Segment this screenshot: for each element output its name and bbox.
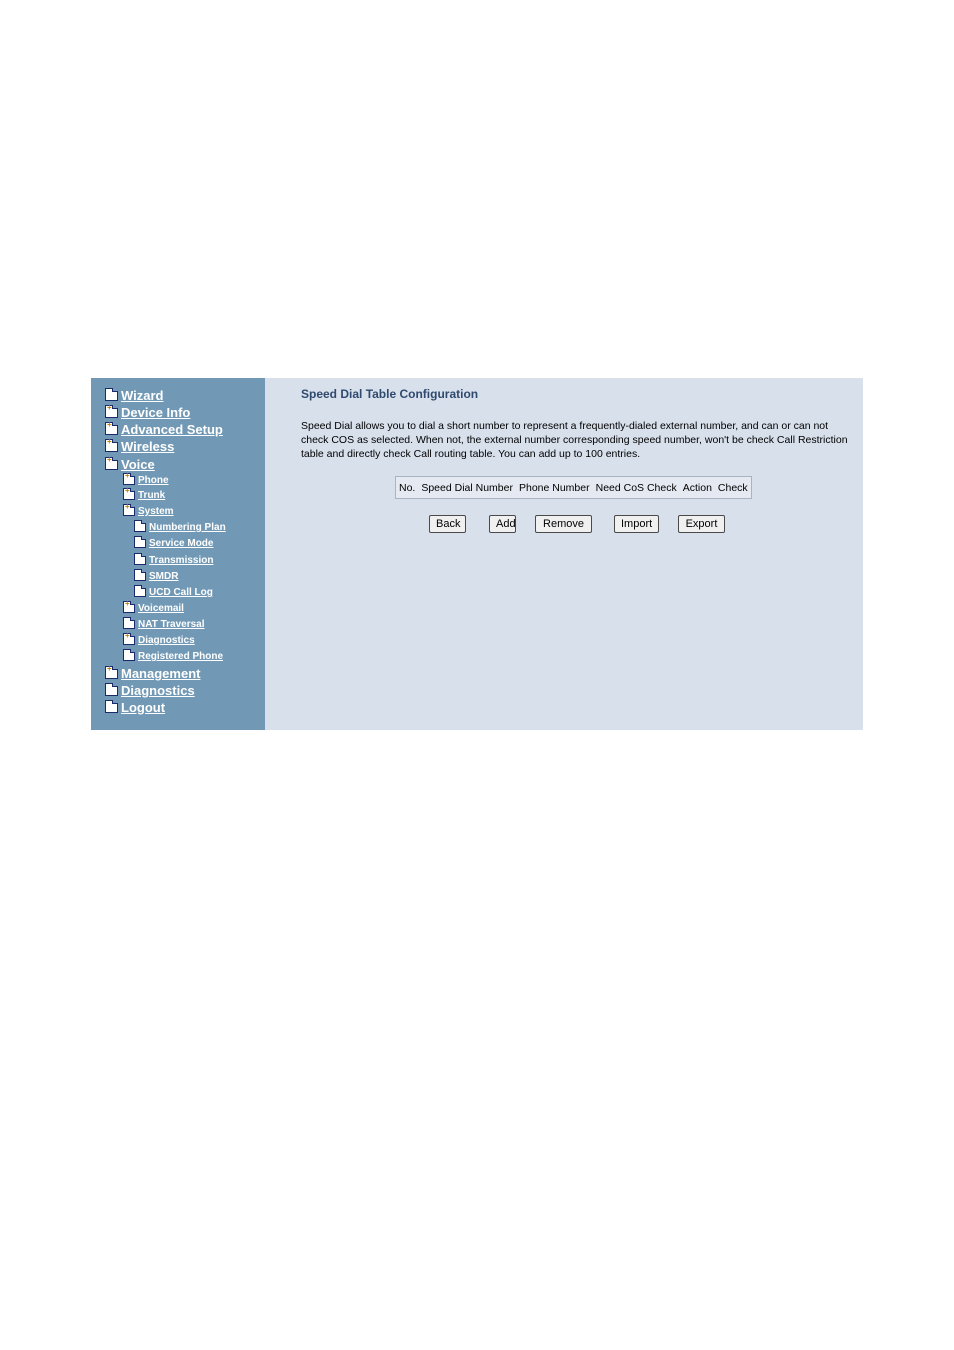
sidebar-item-label: Voice: [121, 457, 155, 472]
sidebar-item-label: Wireless: [121, 439, 175, 454]
speed-dial-table: [395, 476, 752, 499]
column-header-action: Action: [682, 481, 712, 494]
sidebar-item-smdr[interactable]: [134, 571, 178, 582]
sidebar-item-transmission[interactable]: [134, 555, 213, 566]
folder-icon: [134, 523, 146, 532]
folder-plus-icon: [105, 425, 118, 435]
sidebar-item-label: Voicemail: [138, 603, 184, 614]
sidebar-item-service-mode[interactable]: [134, 538, 213, 549]
sidebar-item-logout[interactable]: [105, 700, 165, 715]
folder-icon: [134, 588, 146, 597]
import-button[interactable]: Import: [614, 515, 659, 533]
folder-icon: [123, 620, 135, 629]
folder-icon: [123, 652, 135, 661]
folder-plus-icon: [123, 491, 135, 500]
add-button[interactable]: Add: [489, 515, 516, 533]
sidebar-item-wizard[interactable]: [105, 388, 164, 403]
sidebar-item-label: Diagnostics: [138, 635, 195, 646]
sidebar-item-wireless[interactable]: [105, 439, 174, 454]
sidebar-item-label: Wizard: [121, 388, 164, 403]
folder-plus-icon: [105, 669, 118, 679]
main-content: [265, 378, 863, 730]
sidebar-item-management[interactable]: [105, 666, 200, 681]
sidebar-item-voice[interactable]: [105, 457, 155, 472]
page-title: Speed Dial Table Configuration: [301, 387, 479, 401]
folder-plus-icon: [105, 442, 118, 452]
sidebar-item-nat-traversal[interactable]: [123, 619, 205, 630]
table-header-row: [396, 477, 752, 499]
sidebar-item-device-info[interactable]: [105, 405, 190, 420]
folder-icon: [105, 686, 118, 696]
folder-icon: [105, 703, 118, 713]
export-button[interactable]: Export: [678, 515, 725, 533]
sidebar-item-voice-diagnostics[interactable]: [123, 635, 195, 646]
column-header-phone-number: Phone Number: [518, 481, 590, 494]
sidebar-item-label: Service Mode: [149, 538, 214, 549]
sidebar-item-advanced-setup[interactable]: [105, 422, 223, 437]
sidebar-item-ucd-call-log[interactable]: [134, 587, 213, 598]
column-header-no: No.: [399, 481, 416, 494]
folder-plus-icon: [123, 476, 135, 485]
column-header-check: Check: [717, 481, 748, 494]
folder-icon: [134, 556, 146, 565]
sidebar-item-numbering-plan[interactable]: [134, 522, 226, 533]
sidebar-item-label: NAT Traversal: [138, 619, 205, 630]
sidebar-item-label: Diagnostics: [121, 683, 195, 698]
sidebar-item-system[interactable]: [123, 506, 174, 517]
sidebar-item-label: Phone: [138, 475, 169, 486]
sidebar-item-label: Management: [121, 666, 201, 681]
sidebar-item-label: Device Info: [121, 405, 191, 420]
sidebar-item-trunk[interactable]: [123, 490, 165, 501]
back-button[interactable]: Back: [429, 515, 466, 533]
remove-button[interactable]: Remove: [535, 515, 592, 533]
sidebar-item-label: Registered Phone: [138, 651, 224, 662]
sidebar-item-label: System: [138, 506, 174, 517]
column-header-need-cos-check: Need CoS Check: [595, 481, 677, 494]
folder-plus-icon: [123, 604, 135, 613]
sidebar-nav: [91, 378, 265, 730]
router-config-frame: [91, 378, 863, 730]
folder-icon: [105, 391, 118, 401]
page-description: Speed Dial allows you to dial a short number to represent a frequently-dialed external number, and can or can not check COS as selected. When not, the external number corresponding speed number, won't be check Call Restriction table and directly check Call routing table. You can add up to 100 entries.: [301, 420, 848, 460]
sidebar-item-label: Numbering Plan: [149, 522, 226, 533]
sidebar-item-phone[interactable]: [123, 475, 169, 486]
folder-plus-icon: [123, 636, 135, 645]
sidebar-item-registered-phone[interactable]: [123, 651, 223, 662]
sidebar-item-diagnostics[interactable]: [105, 683, 195, 698]
sidebar-item-voicemail[interactable]: [123, 603, 184, 614]
sidebar-item-label: SMDR: [149, 571, 179, 582]
folder-plus-icon: [105, 460, 118, 470]
folder-icon: [134, 539, 146, 548]
sidebar-item-label: UCD Call Log: [149, 587, 213, 598]
sidebar-item-label: Transmission: [149, 555, 214, 566]
sidebar-item-label: Logout: [121, 700, 166, 715]
sidebar-item-label: Advanced Setup: [121, 422, 223, 437]
folder-icon: [134, 572, 146, 581]
sidebar-item-label: Trunk: [138, 490, 166, 501]
column-header-speed-dial-number: Speed Dial Number: [421, 481, 513, 494]
folder-plus-icon: [105, 408, 118, 418]
folder-plus-icon: [123, 507, 135, 516]
